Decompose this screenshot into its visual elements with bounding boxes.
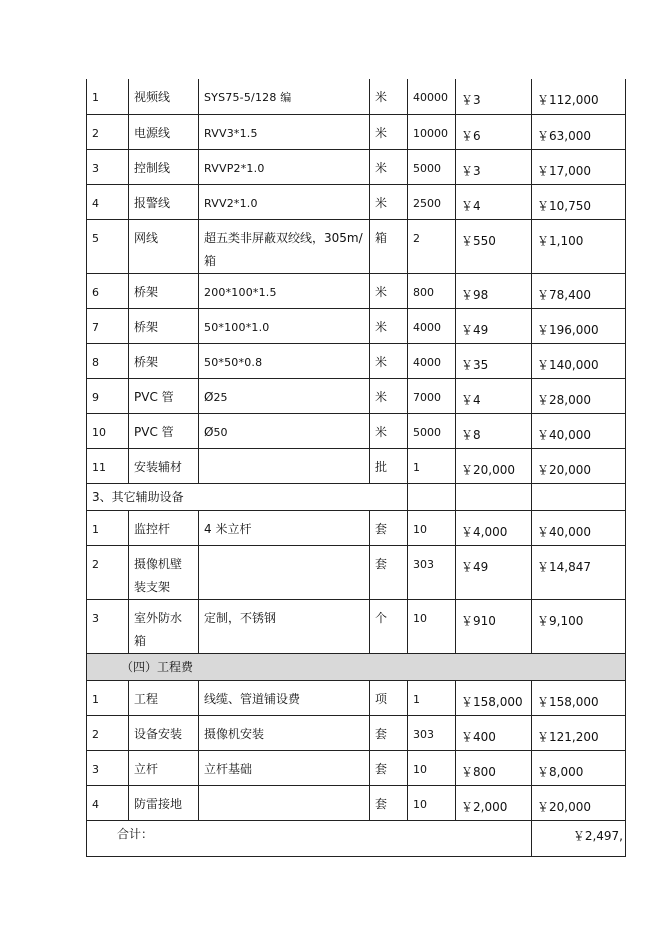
item-unit: 套 — [370, 785, 408, 820]
item-qty: 7000 — [408, 378, 456, 413]
item-name: 报警线 — [129, 184, 199, 219]
item-price: ￥3 — [456, 79, 532, 114]
item-name: PVC 管 — [129, 378, 199, 413]
total-value: ￥2,497, — [532, 820, 626, 856]
item-total: ￥9,100 — [532, 599, 626, 653]
item-spec: RVV3*1.5 — [199, 114, 370, 149]
item-unit: 套 — [370, 750, 408, 785]
item-spec — [199, 785, 370, 820]
item-unit: 米 — [370, 378, 408, 413]
table-row — [87, 184, 626, 219]
item-price: ￥800 — [456, 750, 532, 785]
item-qty: 4000 — [408, 308, 456, 343]
row-number: 3 — [87, 750, 129, 785]
row-number: 5 — [87, 219, 129, 273]
item-qty: 10 — [408, 785, 456, 820]
item-spec: 摄像机安装 — [199, 715, 370, 750]
item-total: ￥1,100 — [532, 219, 626, 273]
row-number: 3 — [87, 149, 129, 184]
table-row — [87, 510, 626, 545]
item-spec: 50*100*1.0 — [199, 308, 370, 343]
item-spec: 超五类非屏蔽双绞线，305m/箱 — [199, 219, 370, 273]
item-spec — [199, 545, 370, 599]
row-number: 4 — [87, 184, 129, 219]
item-unit: 套 — [370, 510, 408, 545]
item-name: 桥架 — [129, 343, 199, 378]
item-qty: 5000 — [408, 149, 456, 184]
item-name: 桥架 — [129, 308, 199, 343]
item-unit: 米 — [370, 308, 408, 343]
item-total: ￥158,000 — [532, 680, 626, 715]
item-unit: 箱 — [370, 219, 408, 273]
item-qty: 800 — [408, 273, 456, 308]
item-name: 视频线 — [129, 79, 199, 114]
item-name: 室外防水箱 — [129, 599, 199, 653]
item-total: ￥112,000 — [532, 79, 626, 114]
item-total: ￥196,000 — [532, 308, 626, 343]
item-total: ￥63,000 — [532, 114, 626, 149]
item-qty: 2500 — [408, 184, 456, 219]
item-spec: RVVP2*1.0 — [199, 149, 370, 184]
section-row — [87, 653, 626, 680]
row-number: 11 — [87, 448, 129, 483]
item-total: ￥140,000 — [532, 343, 626, 378]
row-number: 10 — [87, 413, 129, 448]
item-total: ￥8,000 — [532, 750, 626, 785]
row-number: 2 — [87, 715, 129, 750]
item-price: ￥2,000 — [456, 785, 532, 820]
item-name: 控制线 — [129, 149, 199, 184]
row-number: 7 — [87, 308, 129, 343]
item-unit: 米 — [370, 184, 408, 219]
item-unit: 套 — [370, 715, 408, 750]
table-row — [87, 680, 626, 715]
item-name: 监控杆 — [129, 510, 199, 545]
item-qty: 4000 — [408, 343, 456, 378]
item-total: ￥40,000 — [532, 510, 626, 545]
row-number: 1 — [87, 510, 129, 545]
item-unit: 个 — [370, 599, 408, 653]
item-spec — [199, 378, 370, 413]
diameter-symbol: Ø — [204, 389, 214, 404]
item-price: ￥4,000 — [456, 510, 532, 545]
row-number: 8 — [87, 343, 129, 378]
item-spec — [199, 413, 370, 448]
item-name: PVC 管 — [129, 413, 199, 448]
item-price: ￥910 — [456, 599, 532, 653]
item-unit: 项 — [370, 680, 408, 715]
item-price: ￥98 — [456, 273, 532, 308]
table-row — [87, 413, 626, 448]
item-qty: 10 — [408, 750, 456, 785]
table-row — [87, 219, 626, 273]
item-price: ￥35 — [456, 343, 532, 378]
section-title: （四）工程费 — [87, 653, 626, 680]
row-number: 1 — [87, 680, 129, 715]
item-spec: RVV2*1.0 — [199, 184, 370, 219]
item-qty: 303 — [408, 545, 456, 599]
total-row — [87, 820, 626, 856]
item-name: 工程 — [129, 680, 199, 715]
item-name: 摄像机壁装支架 — [129, 545, 199, 599]
table-row — [87, 715, 626, 750]
item-name: 安装辅材 — [129, 448, 199, 483]
item-spec: SYS75-5/128 编 — [199, 79, 370, 114]
row-number: 9 — [87, 378, 129, 413]
item-total: ￥20,000 — [532, 785, 626, 820]
table-row — [87, 149, 626, 184]
item-unit: 米 — [370, 413, 408, 448]
item-total: ￥28,000 — [532, 378, 626, 413]
table-row — [87, 343, 626, 378]
item-qty: 5000 — [408, 413, 456, 448]
item-price: ￥49 — [456, 308, 532, 343]
section-title: 3、其它辅助设备 — [87, 483, 408, 510]
item-spec: 50*50*0.8 — [199, 343, 370, 378]
row-number: 1 — [87, 79, 129, 114]
item-unit: 批 — [370, 448, 408, 483]
item-unit: 米 — [370, 79, 408, 114]
item-price: ￥550 — [456, 219, 532, 273]
item-price: ￥3 — [456, 149, 532, 184]
item-name: 防雷接地 — [129, 785, 199, 820]
item-total: ￥40,000 — [532, 413, 626, 448]
item-spec — [199, 448, 370, 483]
item-unit: 米 — [370, 114, 408, 149]
item-total: ￥121,200 — [532, 715, 626, 750]
item-qty: 10 — [408, 599, 456, 653]
item-spec: 立杆基础 — [199, 750, 370, 785]
row-number: 6 — [87, 273, 129, 308]
item-spec: 定制，不锈钢 — [199, 599, 370, 653]
item-total: ￥17,000 — [532, 149, 626, 184]
item-unit: 米 — [370, 343, 408, 378]
item-name: 电源线 — [129, 114, 199, 149]
section-row — [87, 483, 626, 510]
diameter-value: 25 — [213, 390, 228, 404]
item-spec: 200*100*1.5 — [199, 273, 370, 308]
table-row — [87, 448, 626, 483]
table-row — [87, 273, 626, 308]
item-qty: 2 — [408, 219, 456, 273]
table-row — [87, 750, 626, 785]
item-qty: 1 — [408, 680, 456, 715]
table-row — [87, 785, 626, 820]
item-qty: 40000 — [408, 79, 456, 114]
item-name: 网线 — [129, 219, 199, 273]
table-row — [87, 545, 626, 599]
row-number: 2 — [87, 114, 129, 149]
item-total: ￥20,000 — [532, 448, 626, 483]
row-number: 3 — [87, 599, 129, 653]
item-price: ￥400 — [456, 715, 532, 750]
table-row — [87, 114, 626, 149]
item-name: 设备安装 — [129, 715, 199, 750]
item-unit: 米 — [370, 273, 408, 308]
table-row — [87, 308, 626, 343]
item-unit: 套 — [370, 545, 408, 599]
total-label: 合计： — [87, 820, 532, 856]
item-price: ￥158,000 — [456, 680, 532, 715]
diameter-symbol: Ø — [204, 424, 214, 439]
table-row — [87, 599, 626, 653]
table-row — [87, 79, 626, 114]
item-name: 立杆 — [129, 750, 199, 785]
item-name: 桥架 — [129, 273, 199, 308]
row-number: 2 — [87, 545, 129, 599]
item-qty: 10000 — [408, 114, 456, 149]
item-total: ￥78,400 — [532, 273, 626, 308]
item-price: ￥49 — [456, 545, 532, 599]
table-row — [87, 378, 626, 413]
item-price: ￥20,000 — [456, 448, 532, 483]
item-price: ￥4 — [456, 378, 532, 413]
item-qty: 10 — [408, 510, 456, 545]
item-total: ￥14,847 — [532, 545, 626, 599]
item-price: ￥4 — [456, 184, 532, 219]
diameter-value: 50 — [213, 425, 228, 439]
item-spec: 4 米立杆 — [199, 510, 370, 545]
item-unit: 米 — [370, 149, 408, 184]
budget-table — [86, 79, 626, 857]
row-number: 4 — [87, 785, 129, 820]
item-price: ￥8 — [456, 413, 532, 448]
item-total: ￥10,750 — [532, 184, 626, 219]
item-spec: 线缆、管道铺设费 — [199, 680, 370, 715]
item-price: ￥6 — [456, 114, 532, 149]
item-qty: 1 — [408, 448, 456, 483]
item-qty: 303 — [408, 715, 456, 750]
